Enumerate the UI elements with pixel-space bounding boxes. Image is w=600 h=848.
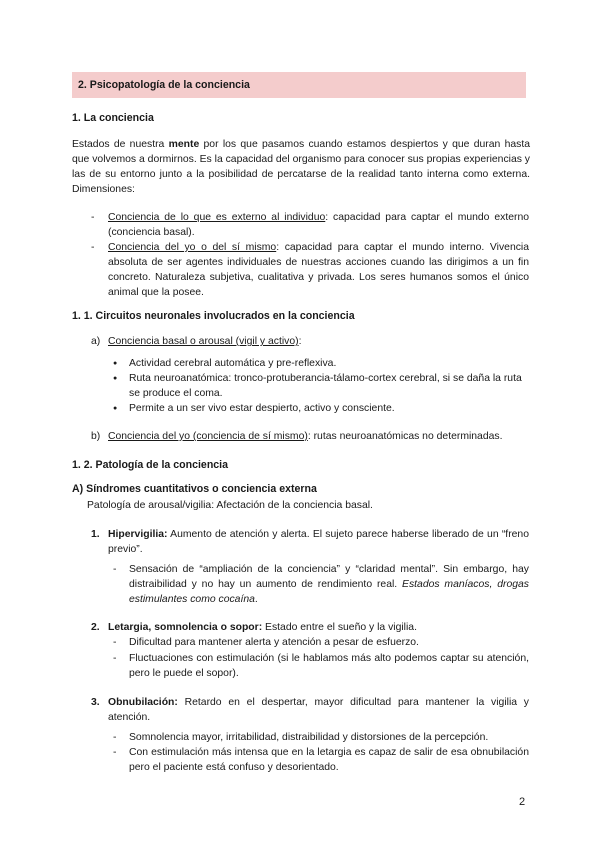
list-dash: - [91, 242, 95, 253]
dimension-desc: : capacidad para captar el mundo externo (conciencia basal). [108, 212, 530, 238]
page-number: 2 [519, 796, 526, 808]
intro-bold-term: mente [168, 139, 200, 150]
item-number: 1. [91, 529, 100, 540]
pathology-term: Obnubilación: [108, 697, 178, 708]
bullet-icon: ● [113, 405, 118, 412]
bullet-item: Permite a un ser vivo estar despierto, activo y consciente. [129, 403, 395, 414]
list-marker-b: b) [91, 431, 101, 442]
intro-paragraph [72, 137, 530, 197]
item-number: 2. [91, 622, 100, 633]
dimension-term: Conciencia de lo que es externo al individuo [108, 212, 326, 223]
pathology-subitem [129, 562, 529, 607]
subsection-a-colon: : [298, 336, 302, 347]
bullet-item: Actividad cerebral automática y pre-reflexiva. [129, 358, 337, 369]
pathology-subitem: Con estimulación más intensa que en la letargia es capaz de salir de esa obnubilación pero el paciente está confuso y desorientado. [129, 747, 529, 773]
item-number: 3. [91, 697, 100, 708]
pathology-desc: Aumento de atención y alerta. El sujeto parece haberse liberado de un “freno previo”. [108, 529, 529, 555]
list-dash: - [113, 637, 117, 648]
list-marker-a: a) [91, 336, 101, 347]
list-dash: - [113, 653, 117, 664]
bullet-icon: ● [113, 375, 118, 382]
dimension-term: Conciencia del yo o del sí mismo [108, 242, 277, 253]
subitem-text: Sensación de “ampliación de la conciencia” y “claridad mental”. Sin embargo, hay distraibilidad y no hay un aumento de rendimiento real. [129, 564, 529, 590]
section-banner [72, 72, 526, 98]
pathology-term: Hipervigilia: [108, 529, 168, 540]
section-title: 2. Psicopatología de la conciencia [78, 79, 250, 91]
subsection-a-term: Conciencia basal o arousal (vigil y activo) [108, 336, 299, 347]
intro-text-start: Estados de nuestra [72, 139, 169, 150]
subsection-b [108, 429, 532, 444]
bullet-item: Ruta neuroanatómica: tronco-protuberancia-tálamo-cortex cerebral, si se daña la ruta se produce el coma. [129, 373, 522, 399]
pathology-item-hipervigilia [108, 527, 529, 557]
subitem-italic-examples: Estados maníacos, drogas estimulantes como cocaína [129, 579, 529, 605]
dimension-item [108, 210, 529, 240]
list-dash: - [113, 564, 117, 575]
list-dash: - [113, 732, 117, 743]
pathology-desc: Estado entre el sueño y la vigilia. [262, 622, 417, 633]
list-dash: - [113, 747, 117, 758]
pathology-item-letargia [108, 620, 529, 635]
pathology-subitem: Somnolencia mayor, irritabilidad, distraibilidad y distorsiones de la percepción. [129, 732, 489, 743]
heading-circuitos: 1. 1. Circuitos neuronales involucrados en la conciencia [72, 310, 355, 322]
subitem-tail: . [254, 594, 258, 605]
pathology-subitem: Fluctuaciones con estimulación (si le hablamos más alto podemos captar su atención, pero le puede el sopor). [129, 653, 529, 679]
subsection-a [108, 334, 301, 349]
subsection-b-term: Conciencia del yo (conciencia de sí mismo) [108, 431, 308, 442]
subsection-b-desc: : rutas neuroanatómicas no determinadas. [307, 431, 503, 442]
pathology-desc: Retardo en el despertar, mayor dificultad para mantener la vigilia y atención. [108, 697, 529, 723]
pathology-item-obnubilacion [108, 695, 529, 725]
dimension-desc: : capacidad para captar el mundo interno. Vivencia absoluta de ser agentes individuales de nuestras acciones cuando las dirigimos a un fin concreto. Naturaleza subjetiva, cualitativa y privada. Los seres humanos somos el único animal que la posee. [108, 242, 530, 298]
pathology-term: Letargia, somnolencia o sopor: [108, 622, 263, 633]
intro-text-rest: por los que pasamos cuando estamos despiertos y que duran hasta que volvemos a dormirnos. Es la capacidad del organismo para conocer sus propias experiencias y las de su entorno junto a la posibilidad de percatarse de la realidad tanto interna como externa. Dimensiones: [72, 139, 531, 195]
subheading-sindromes: A) Síndromes cuantitativos o conciencia externa [72, 483, 317, 495]
heading-patologia: 1. 2. Patología de la conciencia [72, 459, 229, 471]
heading-la-conciencia: 1. La conciencia [72, 112, 154, 124]
dimension-item [108, 240, 529, 300]
bullet-icon: ● [113, 360, 118, 367]
list-dash: - [91, 212, 95, 223]
pathology-subitem: Dificultad para mantener alerta y atención a pesar de esfuerzo. [129, 637, 419, 648]
subheading-text: Patología de arousal/vigilia: Afectación de la conciencia basal. [87, 500, 373, 511]
